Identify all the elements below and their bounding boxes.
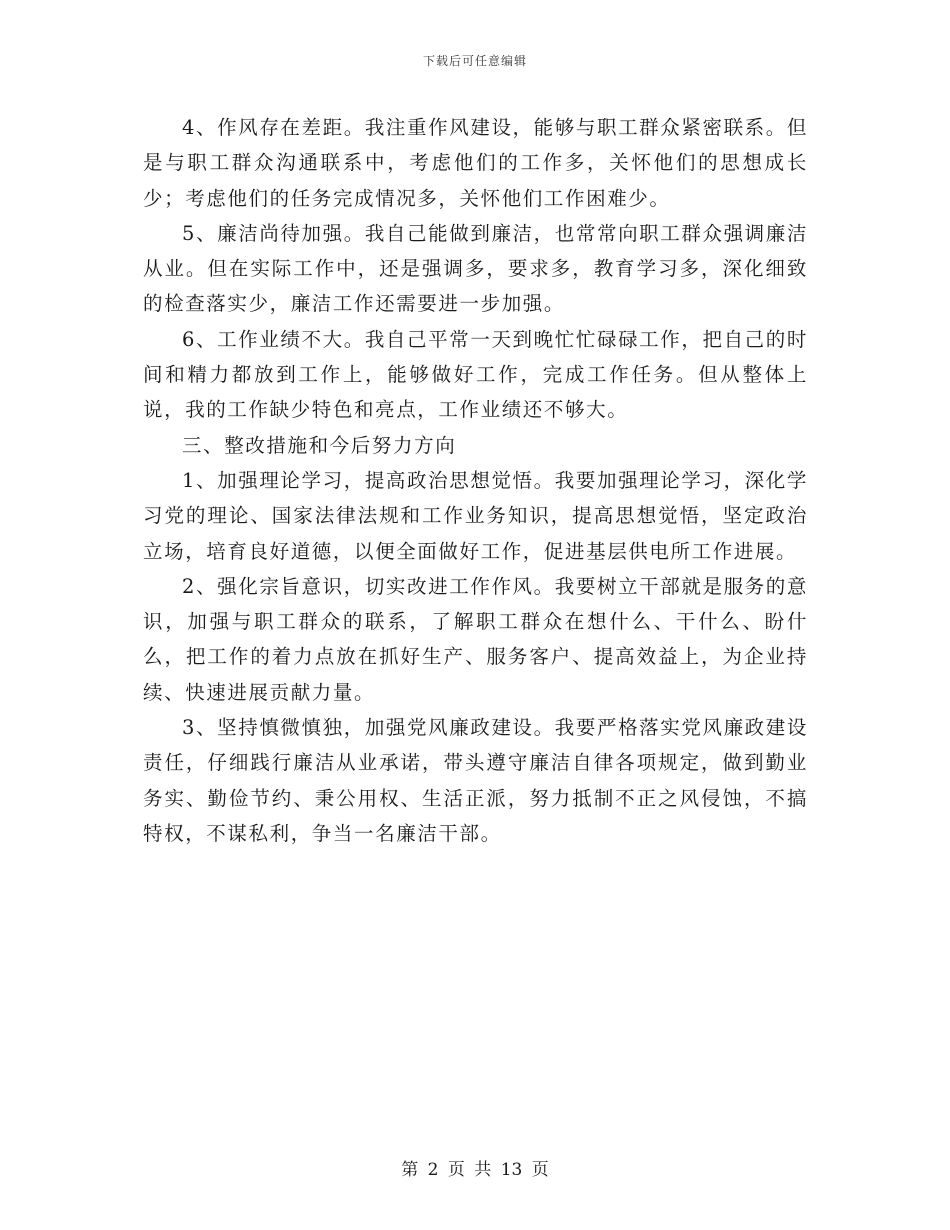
paragraph-measure-3: 3、坚持慎微慎独，加强党风廉政建设。我要严格落实党风廉政建设责任，仔细践行廉洁从业承诺，带头遵守廉洁自律各项规定，做到勤业务实、勤俭节约、秉公用权、生活正派，努力抵制不正之风侵蚀，不搞特权，不谋私利，争当一名廉洁干部。 <box>143 716 808 845</box>
section-heading: 三、整改措施和今后努力方向 <box>182 433 457 457</box>
paragraph-measure-2: 2、强化宗旨意识，切实改进工作作风。我要树立干部就是服务的意识，加强与职工群众的联系，了解职工群众在想什么、干什么、盼什么，把工作的着力点放在抓好生产、服务客户、提高效益上，为企业持续、快速进展贡献力量。 <box>143 574 808 704</box>
paragraph-item-4: 4、作风存在差距。我注重作风建设，能够与职工群众紧密联系。但是与职工群众沟通联系中，考虑他们的工作多，关怀他们的思想成长少；考虑他们的任务完成情况多，关怀他们工作困难少。 <box>143 116 808 210</box>
page-number-footer: 第 2 页 共 13 页 <box>401 1160 549 1180</box>
paragraph-measure-1: 1、加强理论学习，提高政治思想觉悟。我要加强理论学习，深化学习党的理论、国家法律法规和工作业务知识，提高思想觉悟，坚定政治立场，培育良好道德，以便全面做好工作，促进基层供电所工作进展。 <box>143 468 808 563</box>
page-header: 下载后可任意编辑 <box>422 54 527 68</box>
document-body <box>143 110 808 851</box>
paragraph-item-6: 6、工作业绩不大。我自己平常一天到晚忙忙碌碌工作，把自己的时间和精力都放到工作上，能够做好工作，完成工作任务。但从整体上说，我的工作缺少特色和亮点，工作业绩还不够大。 <box>143 327 808 422</box>
paragraph-item-5: 5、廉洁尚待加强。我自己能做到廉洁，也常常向职工群众强调廉洁从业。但在实际工作中，还是强调多，要求多，教育学习多，深化细致的检查落实少，廉洁工作还需要进一步加强。 <box>143 221 808 316</box>
